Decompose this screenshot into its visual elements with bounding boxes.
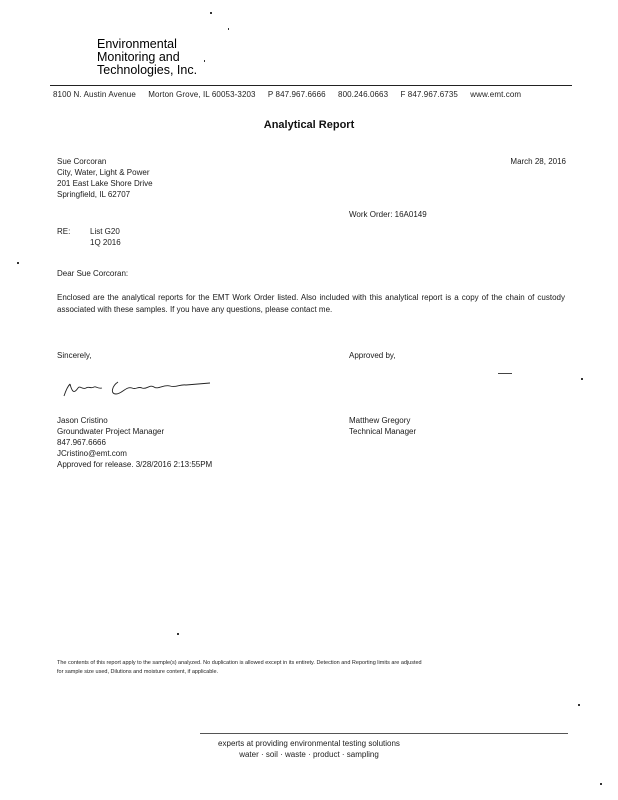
- scan-speck: [578, 704, 580, 706]
- approver-name: Matthew Gregory: [349, 416, 411, 425]
- re-label: RE:: [57, 227, 71, 236]
- re-block: [90, 226, 121, 248]
- signer-phone: 847.967.6666: [57, 438, 106, 447]
- company-name-line3: Technologies, Inc.: [97, 63, 198, 77]
- address-phone: P 847.967.6666: [267, 90, 326, 99]
- recipient-street: 201 East Lake Shore Drive: [57, 179, 153, 188]
- recipient-city: Springfield, IL 62707: [57, 190, 131, 199]
- company-name-line2: Monitoring and: [97, 50, 180, 64]
- scan-speck: [210, 12, 212, 14]
- body-paragraph: Enclosed are the analytical reports for the EMT Work Order listed. Also included with this analytical report is a copy of the chain of custody associated with these samples. If you have any questions, please contact me.: [57, 293, 565, 314]
- closing-sincerely: Sincerely,: [57, 351, 92, 360]
- scan-speck: [600, 783, 602, 785]
- recipient-name: Sue Corcoran: [57, 157, 107, 166]
- approver-block: [349, 415, 416, 437]
- recipient-block: [57, 156, 153, 200]
- scan-speck: [228, 28, 229, 30]
- address-toll-free: 800.246.0663: [338, 90, 389, 99]
- release-note: Approved for release. 3/28/2016 2:13:55PM: [57, 460, 213, 469]
- footer-services: water · soil · waste · product · sampling: [239, 750, 379, 759]
- scan-speck: [204, 60, 205, 62]
- salutation: Dear Sue Corcoran:: [57, 269, 129, 278]
- recipient-org: City, Water, Light & Power: [57, 168, 150, 177]
- signer-name: Jason Cristino: [57, 416, 108, 425]
- header-divider: [50, 85, 572, 86]
- address-street: 8100 N. Austin Avenue: [53, 90, 136, 99]
- re-line2: 1Q 2016: [90, 238, 121, 247]
- footer-divider: [200, 733, 568, 734]
- scan-speck: [177, 633, 179, 635]
- company-name: [97, 38, 197, 77]
- company-name-line1: Environmental: [97, 37, 177, 51]
- work-order: Work Order: 16A0149: [349, 210, 427, 219]
- footer-tagline: experts at providing environmental testing solutions: [218, 739, 400, 748]
- address-web: www.emt.com: [470, 90, 522, 99]
- disclaimer-footnote: The contents of this report apply to the sample(s) analyzed. No duplication is allowed except in its entirety. Detection and Reporting limits are adjusted for sample size used, Dilutions and moisture content, if applicable.: [57, 660, 422, 675]
- closing-approved-by: Approved by,: [349, 351, 396, 360]
- re-line1: List G20: [90, 227, 120, 236]
- address-fax: F 847.967.6735: [400, 90, 458, 99]
- signer-email: JCristino@emt.com: [57, 449, 127, 458]
- approver-mark: [498, 373, 512, 374]
- signer-block: [57, 415, 212, 470]
- report-title: Analytical Report: [263, 119, 355, 131]
- approver-title: Technical Manager: [349, 427, 417, 436]
- report-date: March 28, 2016: [510, 157, 566, 166]
- signer-title: Groundwater Project Manager: [57, 427, 165, 436]
- scan-speck: [17, 262, 19, 264]
- signature-image: [60, 372, 220, 404]
- scan-speck: [581, 378, 583, 380]
- address-city: Morton Grove, IL 60053-3203: [148, 90, 256, 99]
- address-bar: [53, 90, 531, 99]
